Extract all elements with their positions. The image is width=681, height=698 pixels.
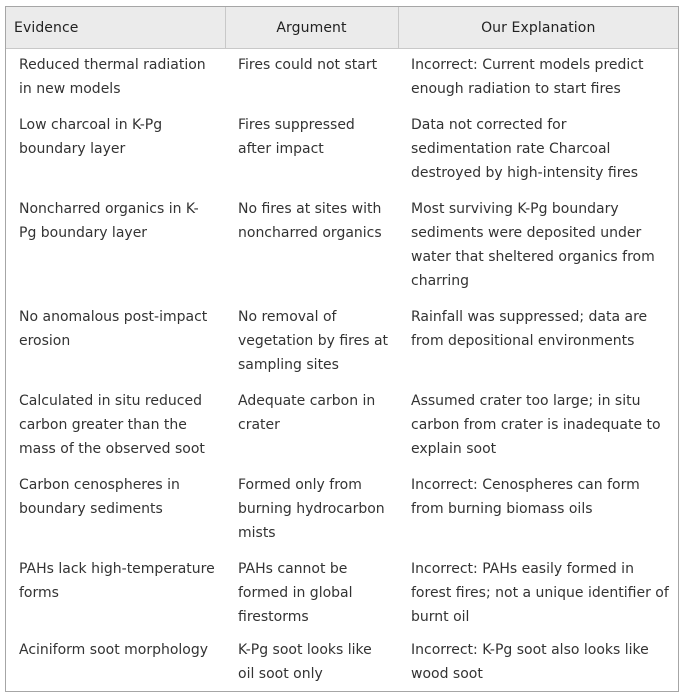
cell-argument: No fires at sites with noncharred organics — [238, 201, 382, 241]
header-explanation: Our Explanation — [398, 7, 678, 49]
cell-argument: K-Pg soot looks like oil soot only — [238, 642, 372, 682]
cell-evidence: Calculated in situ reduced carbon greater than the mass of the observed soot — [19, 393, 205, 457]
cell-evidence: No anomalous post-impact erosion — [19, 309, 208, 349]
table-row — [6, 634, 678, 688]
cell-explanation: Data not corrected for sedimentation rate Charcoal destroyed by high-intensity fires — [411, 117, 639, 181]
table-row — [6, 49, 678, 110]
cell-argument: No removal of vegetation by fires at sampling sites — [238, 309, 389, 373]
evidence-table — [6, 7, 678, 688]
cell-evidence: Low charcoal in K-Pg boundary layer — [19, 117, 163, 157]
cell-argument: Adequate carbon in crater — [238, 393, 376, 433]
cell-evidence: PAHs lack high-temperature forms — [19, 561, 215, 601]
table-row — [6, 469, 678, 553]
cell-argument: Fires suppressed after impact — [238, 117, 355, 157]
cell-argument: Formed only from burning hydrocarbon mists — [238, 477, 385, 541]
cell-argument: PAHs cannot be formed in global firestorms — [238, 561, 353, 625]
cell-explanation: Incorrect: K-Pg soot also looks like wood soot — [411, 642, 649, 682]
cell-explanation: Incorrect: Cenospheres can form from burning biomass oils — [411, 477, 640, 517]
table-row — [6, 553, 678, 634]
cell-argument: Fires could not start — [238, 57, 378, 73]
header-evidence: Evidence — [6, 7, 225, 49]
cell-explanation: Most surviving K-Pg boundary sediments were deposited under water that sheltered organics from charring — [411, 201, 655, 289]
cell-evidence: Noncharred organics in K-Pg boundary layer — [19, 201, 199, 241]
cell-evidence: Reduced thermal radiation in new models — [19, 57, 206, 97]
table-header-row — [6, 7, 678, 49]
header-argument: Argument — [225, 7, 398, 49]
table-row — [6, 301, 678, 385]
table-row — [6, 385, 678, 469]
evidence-table-frame — [5, 6, 679, 692]
cell-explanation: Incorrect: Current models predict enough radiation to start fires — [411, 57, 644, 97]
cell-explanation: Rainfall was suppressed; data are from depositional environments — [411, 309, 648, 349]
cell-evidence: Carbon cenospheres in boundary sediments — [19, 477, 180, 517]
table-row — [6, 193, 678, 301]
cell-explanation: Assumed crater too large; in situ carbon from crater is inadequate to explain soot — [411, 393, 661, 457]
cell-explanation: Incorrect: PAHs easily formed in forest fires; not a unique identifier of burnt oil — [411, 561, 669, 625]
table-row — [6, 109, 678, 193]
cell-evidence: Aciniform soot morphology — [19, 642, 209, 658]
